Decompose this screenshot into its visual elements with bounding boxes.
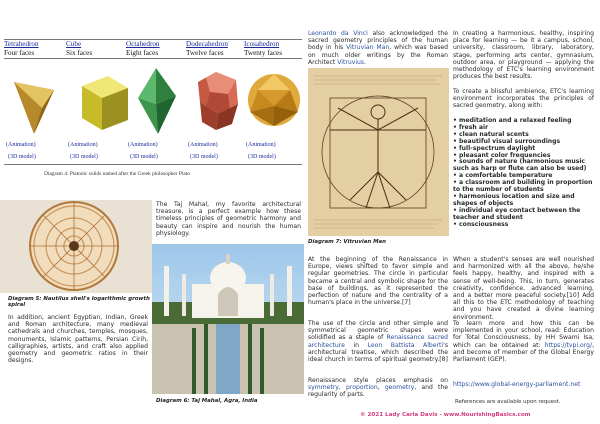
nautilus-caption: Diagram 5: Nautilus shell's logarithmic growth spiral bbox=[8, 296, 150, 309]
animation-link[interactable]: (Animation) bbox=[188, 142, 218, 148]
solid-column-dodecahedron bbox=[186, 40, 244, 57]
list-item: • beautiful visual surroundings bbox=[453, 137, 561, 145]
list-item: • clean natural scents bbox=[453, 130, 529, 138]
alberti-link[interactable]: Leon Battista Alberti bbox=[367, 341, 444, 349]
solid-column-icosahedron bbox=[244, 40, 302, 57]
renaissance-architecture-link[interactable]: Renaissance sacred architecture bbox=[308, 334, 448, 349]
model-link[interactable]: (3D model) bbox=[70, 154, 98, 160]
animation-link[interactable]: (Animation) bbox=[68, 142, 98, 148]
nautilus-shell-image bbox=[0, 200, 152, 293]
solid-name[interactable]: Octahedron bbox=[126, 40, 160, 48]
learning-environment-paragraph: In creating a harmonious, healthy, inspiring place for learning — be it a campus, school, university, classroom, library, laboratory, stage, performing arts center, gymnasium, outdoor area, or playground — applying the methodology of ETC's learning environment produces the best results. bbox=[453, 30, 594, 81]
solid-column-cube bbox=[66, 40, 124, 57]
icosahedron-icon bbox=[248, 74, 300, 126]
list-item: • consciousness bbox=[453, 220, 509, 228]
cube-icon bbox=[82, 76, 128, 130]
taj-mahal-paragraph: The Taj Mahal, my favorite architectural treasure, is a perfect example how these timeless principles of geometric harmony and beauty can inspire and nourish the human physiology. bbox=[156, 201, 301, 237]
model-link[interactable]: (3D model) bbox=[130, 154, 158, 160]
solid-column-octahedron bbox=[126, 40, 184, 57]
list-item: • a classroom and building in proportion to the number of students bbox=[453, 179, 593, 194]
nautilus-paragraph: In addition, ancient Egyptian, Indian, Greek and Roman architecture, many medieval cathedrals and churches, temples, mosques, monuments, Islamic patterns, Persian Cirih, calligraphies, artists, and craft also applied geometry and geometric ratios in their designs. bbox=[8, 314, 148, 365]
proportion-link[interactable]: proportion bbox=[345, 384, 378, 392]
solid-faces: Four faces bbox=[4, 49, 35, 57]
page-footer: © 2021 Lady Carla Davis - www.NourishingBasics.com bbox=[360, 412, 531, 418]
solid-faces: Six faces bbox=[66, 49, 93, 57]
vitruvian-man-image bbox=[308, 68, 449, 236]
solid-name[interactable]: Tetrahedron bbox=[4, 40, 39, 48]
learn-more-paragraph: To learn more and how this can be implemented in your school, read: Education for Total Consciousness, by HH Swami Isa, which can be obtained at: https://tvpi.org/, and become of member of the Global Energy Parliament (GEP). bbox=[453, 320, 594, 364]
model-link[interactable]: (3D model) bbox=[8, 154, 36, 160]
blissful-ambience-paragraph: To create a blissful ambience, ETC's learning environment incorporates the principles of sacred geometry, along with: bbox=[453, 88, 594, 110]
animation-link[interactable]: (Animation) bbox=[246, 142, 276, 148]
list-item: • individual eye contact between the teacher and student bbox=[453, 206, 581, 221]
list-item: • fresh air bbox=[453, 123, 489, 131]
solid-column-tetrahedron bbox=[4, 40, 62, 57]
platonic-solids-caption: Diagram 4: Platonic solids named after the Greek philosopher Plato bbox=[44, 171, 190, 177]
solid-faces: Twenty faces bbox=[244, 49, 283, 57]
list-item: • sounds of nature (harmonious music such as harp or flute can also be used) bbox=[453, 158, 587, 173]
model-link[interactable]: (3D model) bbox=[248, 154, 276, 160]
solid-name[interactable]: Icosahedron bbox=[244, 40, 280, 48]
vitruvius-link[interactable]: Vitruvius bbox=[337, 58, 365, 66]
platonic-solids-illustration bbox=[4, 60, 302, 140]
list-item: • pleasant color frequencies bbox=[453, 151, 551, 159]
geometry-link[interactable]: geometry bbox=[384, 384, 415, 392]
animation-link[interactable]: (Animation) bbox=[128, 142, 158, 148]
vitruvian-paragraph: Leonardo da Vinci also acknowledged the sacred geometry principles of the human body in his Vitruvian Man, which was based on much older writings by the Roman Architect Vitruvius. bbox=[308, 30, 448, 66]
animation-link[interactable]: (Animation) bbox=[6, 142, 36, 148]
solid-faces: Twelve faces bbox=[186, 49, 224, 57]
renaissance-paragraph-1: At the beginning of the Renaissance in Europe, views shifted to favor simple and regular geometries. The circle in particular became a central and symbolic shape for the base of buildings, as it represented the perfection of nature and the centrality of a human's place in the universe.[7] bbox=[308, 256, 448, 307]
gep-link[interactable]: https://www.global-energy-parliament.net bbox=[453, 381, 581, 388]
table-rule-bottom bbox=[4, 164, 302, 165]
ambience-list bbox=[453, 118, 595, 229]
leonardo-link[interactable]: Leonardo da Vinci bbox=[308, 30, 368, 37]
renaissance-paragraph-3: Renaissance style places emphasis on symmetry, proportion, geometry, and the regularity of parts. bbox=[308, 377, 449, 399]
solid-name[interactable]: Cube bbox=[66, 40, 82, 48]
solid-name[interactable]: Dodecahedron bbox=[186, 40, 228, 48]
list-item: • meditation and a relaxed feeling bbox=[453, 117, 572, 124]
taj-mahal-caption: Diagram 6: Taj Mahal, Agra, India bbox=[156, 398, 258, 404]
vitruvian-caption: Diagram 7: Vitruvian Man bbox=[308, 239, 386, 245]
vitruvian-man-link[interactable]: Vitruvian Man bbox=[346, 44, 390, 52]
references-note: References are available upon request. bbox=[455, 399, 561, 405]
octahedron-icon bbox=[138, 68, 176, 134]
tetrahedron-icon bbox=[14, 82, 54, 134]
list-item: • a comfortable temperature bbox=[453, 172, 553, 180]
taj-mahal-image bbox=[152, 244, 304, 394]
solid-faces: Eight faces bbox=[126, 49, 159, 57]
dodecahedron-icon bbox=[198, 72, 238, 130]
model-link[interactable]: (3D model) bbox=[190, 154, 218, 160]
list-item: • harmonious location and size and shapes of objects bbox=[453, 192, 575, 207]
student-senses-paragraph: When a student's senses are well nourished and harmonized with all the above, he/she feels happy, healthy, and inspired with a sense of well-being. This, in turn, generates creativity, confidence, advanced learning, and a better more peaceful society.[10] Add all this to the ETC methodology of teaching and you have created a divine learning environment. bbox=[453, 256, 594, 321]
table-rule-middle bbox=[4, 58, 302, 59]
list-item: • full-spectrum daylight bbox=[453, 144, 536, 152]
symmetry-link[interactable]: symmetry bbox=[308, 384, 339, 392]
tvpi-link[interactable]: https://tvpi.org/ bbox=[544, 341, 593, 349]
renaissance-paragraph-2: The use of the circle and other simple and symmetrical geometric shapes were solidified as a staple of Renaissance sacred architecture in Leon Battista Alberti's architectural treatise, which described the ideal church in terms of spiritual geometry.[8] bbox=[308, 320, 448, 364]
